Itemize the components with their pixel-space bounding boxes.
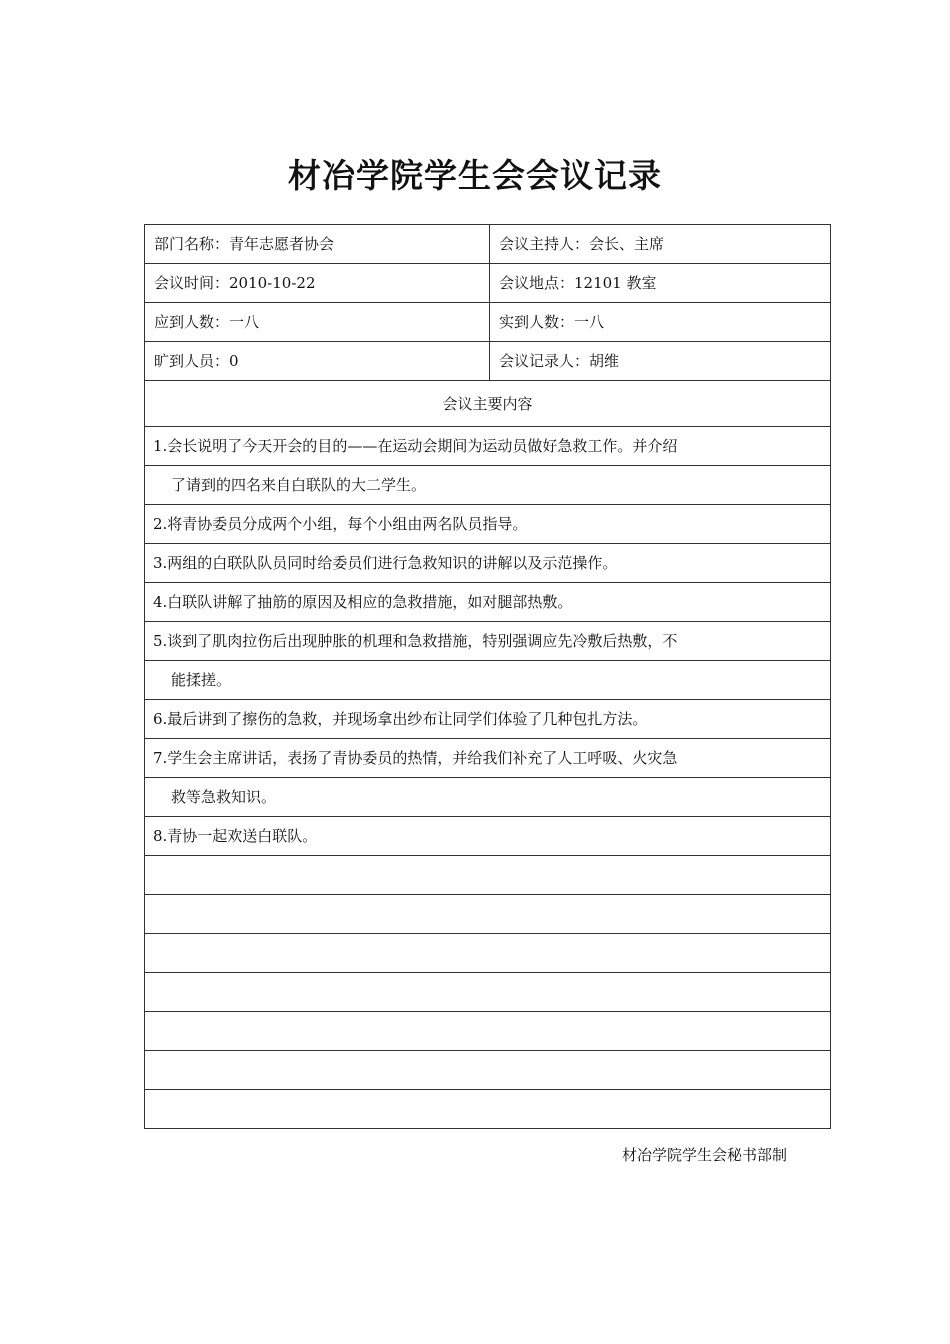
content-line: 3.两组的白联队队员同时给委员们进行急救知识的讲解以及示范操作。 [145, 544, 831, 583]
blank-line [145, 856, 831, 895]
content-line: 5.谈到了肌肉拉伤后出现肿胀的机理和急救措施，特别强调应先冷敷后热敷，不 [145, 622, 831, 661]
blank-row [145, 1012, 831, 1051]
content-row [145, 505, 831, 544]
content-row [145, 661, 831, 700]
blank-line [145, 934, 831, 973]
host-cell: 会议主持人：会长、主席 [490, 225, 831, 264]
blank-line [145, 1051, 831, 1090]
info-row [145, 303, 831, 342]
actual-count-cell: 实到人数：一八 [490, 303, 831, 342]
content-line: 7.学生会主席讲话，表扬了青协委员的热情，并给我们补充了人工呼吸、火灾急 [145, 739, 831, 778]
info-row [145, 225, 831, 264]
content-row [145, 427, 831, 466]
content-line: 8.青协一起欢送白联队。 [145, 817, 831, 856]
time-cell: 会议时间：2010-10-22 [145, 264, 490, 303]
blank-row [145, 934, 831, 973]
info-row [145, 264, 831, 303]
content-row [145, 583, 831, 622]
footer-note: 材冶学院学生会秘书部制 [622, 1146, 788, 1164]
content-row [145, 739, 831, 778]
blank-row [145, 973, 831, 1012]
section-header: 会议主要内容 [145, 381, 831, 427]
recorder-cell: 会议记录人：胡维 [490, 342, 831, 381]
content-line: 4.白联队讲解了抽筋的原因及相应的急救措施，如对腿部热敷。 [145, 583, 831, 622]
blank-line [145, 1012, 831, 1051]
content-row [145, 778, 831, 817]
page-title: 材冶学院学生会会议记录 [288, 156, 662, 195]
content-line: 能揉搓。 [145, 661, 831, 700]
location-cell: 会议地点：12101 教室 [490, 264, 831, 303]
content-row [145, 622, 831, 661]
expected-count-cell: 应到人数：一八 [145, 303, 490, 342]
content-line: 6.最后讲到了擦伤的急救，并现场拿出纱布让同学们体验了几种包扎方法。 [145, 700, 831, 739]
content-line: 1.会长说明了今天开会的目的——在运动会期间为运动员做好急救工作。并介绍 [145, 427, 831, 466]
blank-line [145, 895, 831, 934]
content-line: 救等急救知识。 [145, 778, 831, 817]
blank-row [145, 1051, 831, 1090]
content-row [145, 700, 831, 739]
department-cell: 部门名称：青年志愿者协会 [145, 225, 490, 264]
blank-row [145, 856, 831, 895]
absent-cell: 旷到人员：0 [145, 342, 490, 381]
content-row [145, 817, 831, 856]
content-line: 2.将青协委员分成两个小组，每个小组由两名队员指导。 [145, 505, 831, 544]
blank-line [145, 1090, 831, 1129]
content-row [145, 466, 831, 505]
meeting-record-table [144, 224, 831, 1129]
info-row [145, 342, 831, 381]
content-row [145, 544, 831, 583]
blank-row [145, 1090, 831, 1129]
blank-row [145, 895, 831, 934]
section-header-row [145, 381, 831, 427]
content-line: 了请到的四名来自白联队的大二学生。 [145, 466, 831, 505]
blank-line [145, 973, 831, 1012]
